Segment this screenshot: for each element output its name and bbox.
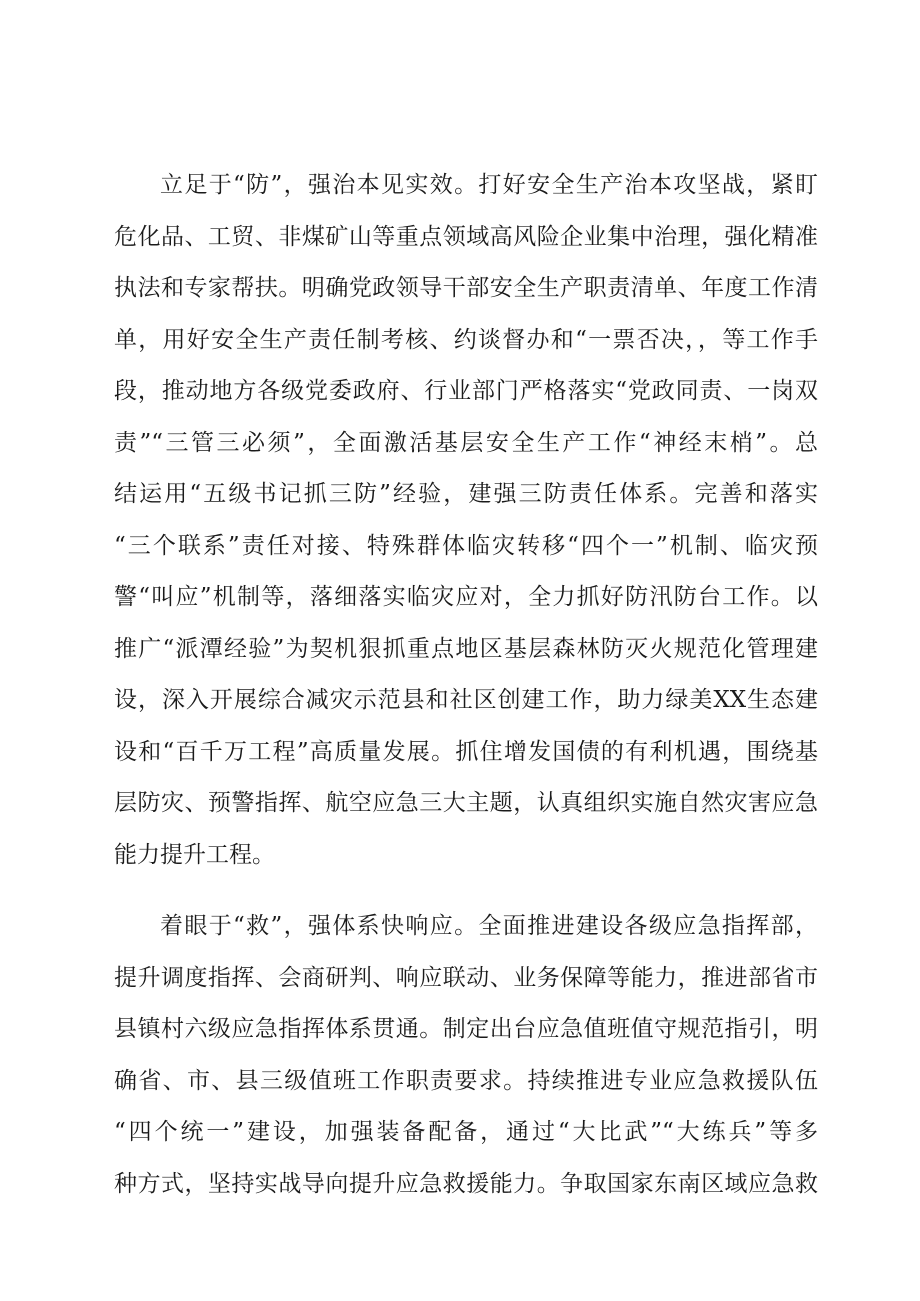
text-line: 结运用“五级书记抓三防”经验，建强三防责任体系。完善和落实 (114, 481, 818, 507)
text-line: 能力提升工程。 (114, 841, 275, 868)
text-line: 危化品、工贸、非煤矿山等重点领域高风险企业集中治理，强化精准 (114, 223, 818, 250)
text-line: 执法和专家帮扶。明确党政领导干部安全生产职责清单、年度工作清 (114, 275, 818, 301)
text-line: 单，用好安全生产责任制考核、约谈督办和“一票否决，，等工作手 (114, 326, 818, 353)
paragraph-spacer (114, 881, 818, 901)
text-line: 着眼于“救”，强体系快响应。全面推进建设各级应急指挥部， (160, 913, 818, 939)
text-line: 设和“百千万工程”高质量发展。抓住增发国债的有利机遇，围绕基 (114, 738, 818, 765)
text-line: 种方式，坚持实战导向提升应急救援能力。争取国家东南区域应急救 (114, 1170, 818, 1197)
text-line: 警“叫应”机制等，落细落实临灾应对，全力抓好防汛防台工作。以 (114, 584, 818, 610)
text-line: “三个联系”责任对接、特殊群体临灾转移“四个一”机制、临灾预 (114, 532, 818, 559)
text-line: 推广“派潭经验”为契机狠抓重点地区基层森林防灭火规范化管理建 (114, 635, 818, 662)
document-body (114, 160, 818, 1210)
paragraph-prevention (114, 160, 818, 881)
text-line: “四个统一”建设，加强装备配备，通过“大比武”“大练兵”等多 (114, 1119, 818, 1145)
text-line: 确省、市、县三级值班工作职责要求。持续推进专业应急救援队伍 (114, 1067, 818, 1094)
text-line: 县镇村六级应急指挥体系贯通。制定出台应急值班值守规范指引，明 (114, 1016, 818, 1042)
text-line: 责”“三管三必须”，全面激活基层安全生产工作“神经末梢”。总 (114, 429, 818, 456)
text-line: 段，推动地方各级党委政府、行业部门严格落实“党政同责、一岗双 (114, 378, 818, 404)
text-line: 设，深入开展综合减灾示范县和社区创建工作，助力绿美XX生态建 (114, 687, 818, 713)
text-line: 提升调度指挥、会商研判、响应联动、业务保障等能力，推进部省市 (114, 964, 818, 991)
paragraph-rescue (114, 901, 818, 1210)
text-line: 立足于“防”，强治本见实效。打好安全生产治本攻坚战，紧盯 (160, 172, 818, 198)
text-line: 层防灾、预警指挥、航空应急三大主题，认真组织实施自然灾害应急 (114, 790, 818, 816)
